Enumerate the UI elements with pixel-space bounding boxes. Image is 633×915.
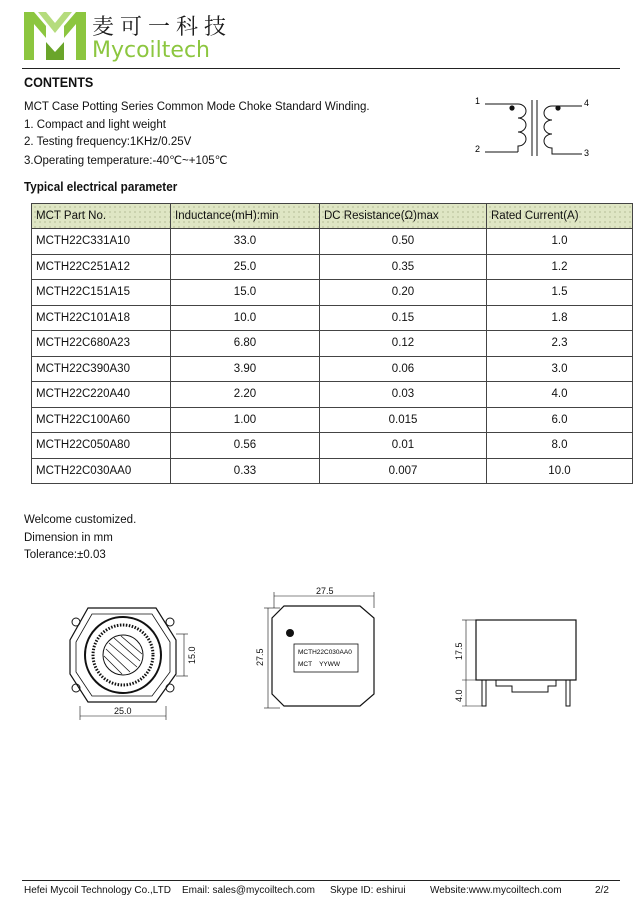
pin-3-label: 3 bbox=[584, 148, 590, 158]
cell-part-no: MCTH22C030AA0 bbox=[32, 458, 171, 484]
cell-rated-current: 10.0 bbox=[487, 458, 633, 484]
table-row bbox=[32, 433, 633, 459]
cell-dc-resistance: 0.35 bbox=[320, 254, 487, 280]
cell-inductance: 1.00 bbox=[171, 407, 320, 433]
cell-rated-current: 1.5 bbox=[487, 280, 633, 306]
cell-part-no: MCTH22C151A15 bbox=[32, 280, 171, 306]
pin-length-dim: 4.0 bbox=[454, 689, 464, 702]
contents-line-intro: MCT Case Potting Series Common Mode Choke Standard Winding. bbox=[24, 101, 370, 113]
contents-line-2: 2. Testing frequency:1KHz/0.25V bbox=[24, 136, 192, 148]
cell-part-no: MCTH22C251A12 bbox=[32, 254, 171, 280]
cell-part-no: MCTH22C050A80 bbox=[32, 433, 171, 459]
cell-dc-resistance: 0.15 bbox=[320, 305, 487, 331]
typical-heading: Typical electrical parameter bbox=[24, 179, 178, 194]
table-row bbox=[32, 331, 633, 357]
cell-inductance: 3.90 bbox=[171, 356, 320, 382]
cell-rated-current: 1.0 bbox=[487, 229, 633, 255]
table-row bbox=[32, 305, 633, 331]
cell-inductance: 0.56 bbox=[171, 433, 320, 459]
cell-dc-resistance: 0.01 bbox=[320, 433, 487, 459]
cell-rated-current: 6.0 bbox=[487, 407, 633, 433]
cell-dc-resistance: 0.03 bbox=[320, 382, 487, 408]
table-row bbox=[32, 382, 633, 408]
cell-dc-resistance: 0.015 bbox=[320, 407, 487, 433]
col-header-dc-resistance: DC Resistance(Ω)max bbox=[320, 204, 487, 229]
cell-rated-current: 3.0 bbox=[487, 356, 633, 382]
table-row bbox=[32, 280, 633, 306]
cell-inductance: 0.33 bbox=[171, 458, 320, 484]
cell-part-no: MCTH22C100A60 bbox=[32, 407, 171, 433]
cell-dc-resistance: 0.007 bbox=[320, 458, 487, 484]
footer-skype: Skype ID: eshirui bbox=[330, 885, 406, 896]
case-label-line2: MCT YYWW bbox=[298, 661, 341, 668]
pin-2-label: 2 bbox=[475, 144, 481, 154]
logo-chinese-text: 麦可一科技 bbox=[92, 15, 233, 40]
cell-part-no: MCTH22C680A23 bbox=[32, 331, 171, 357]
cell-dc-resistance: 0.06 bbox=[320, 356, 487, 382]
case-height-dim: 27.5 bbox=[255, 648, 265, 666]
top-view-drawing bbox=[64, 602, 204, 732]
page-number: 2/2 bbox=[595, 885, 609, 896]
cell-inductance: 10.0 bbox=[171, 305, 320, 331]
pin-1-label: 1 bbox=[475, 96, 481, 106]
cell-rated-current: 2.3 bbox=[487, 331, 633, 357]
contents-line-1: 1. Compact and light weight bbox=[24, 119, 166, 131]
cell-inductance: 25.0 bbox=[171, 254, 320, 280]
cell-dc-resistance: 0.50 bbox=[320, 229, 487, 255]
footer-company: Hefei Mycoil Technology Co.,LTD bbox=[24, 885, 171, 896]
cell-part-no: MCTH22C390A30 bbox=[32, 356, 171, 382]
cell-rated-current: 8.0 bbox=[487, 433, 633, 459]
note-tolerance: Tolerance:±0.03 bbox=[24, 549, 106, 561]
case-width-dim: 27.5 bbox=[316, 586, 334, 596]
table-row bbox=[32, 407, 633, 433]
table-row bbox=[32, 356, 633, 382]
side-height-dim: 17.5 bbox=[454, 642, 464, 660]
footer-rule bbox=[22, 880, 620, 881]
cell-part-no: MCTH22C220A40 bbox=[32, 382, 171, 408]
header-rule bbox=[22, 68, 620, 69]
cell-inductance: 6.80 bbox=[171, 331, 320, 357]
table-row bbox=[32, 458, 633, 484]
logo-english-text: Mycoiltech bbox=[92, 38, 210, 63]
note-customized: Welcome customized. bbox=[24, 514, 137, 526]
cell-inductance: 2.20 bbox=[171, 382, 320, 408]
footer-email: Email: sales@mycoiltech.com bbox=[182, 885, 315, 896]
table-row bbox=[32, 229, 633, 255]
winding-schematic bbox=[470, 92, 600, 164]
col-header-part-no: MCT Part No. bbox=[32, 204, 171, 229]
pin-4-label: 4 bbox=[584, 98, 590, 108]
mycoiltech-logo-icon bbox=[24, 12, 86, 62]
cell-dc-resistance: 0.20 bbox=[320, 280, 487, 306]
top-height-dim: 15.0 bbox=[187, 646, 197, 664]
col-header-inductance: Inductance(mH):min bbox=[171, 204, 320, 229]
top-width-dim: 25.0 bbox=[114, 706, 132, 716]
cell-rated-current: 1.8 bbox=[487, 305, 633, 331]
col-header-rated-current: Rated Current(A) bbox=[487, 204, 633, 229]
table-header-row bbox=[32, 204, 633, 229]
cell-inductance: 15.0 bbox=[171, 280, 320, 306]
cell-rated-current: 1.2 bbox=[487, 254, 633, 280]
case-label-line1: MCTH22C030AA0 bbox=[298, 649, 352, 656]
parameter-table bbox=[31, 203, 633, 484]
cell-part-no: MCTH22C331A10 bbox=[32, 229, 171, 255]
side-view-drawing bbox=[452, 612, 582, 712]
cell-inductance: 33.0 bbox=[171, 229, 320, 255]
case-front-drawing bbox=[250, 586, 380, 716]
note-dimension: Dimension in mm bbox=[24, 532, 113, 544]
footer-website: Website:www.mycoiltech.com bbox=[430, 885, 562, 896]
cell-part-no: MCTH22C101A18 bbox=[32, 305, 171, 331]
cell-dc-resistance: 0.12 bbox=[320, 331, 487, 357]
contents-line-3: 3.Operating temperature:-40℃~+105℃ bbox=[24, 155, 228, 167]
cell-rated-current: 4.0 bbox=[487, 382, 633, 408]
contents-heading: CONTENTS bbox=[24, 74, 94, 90]
table-row bbox=[32, 254, 633, 280]
